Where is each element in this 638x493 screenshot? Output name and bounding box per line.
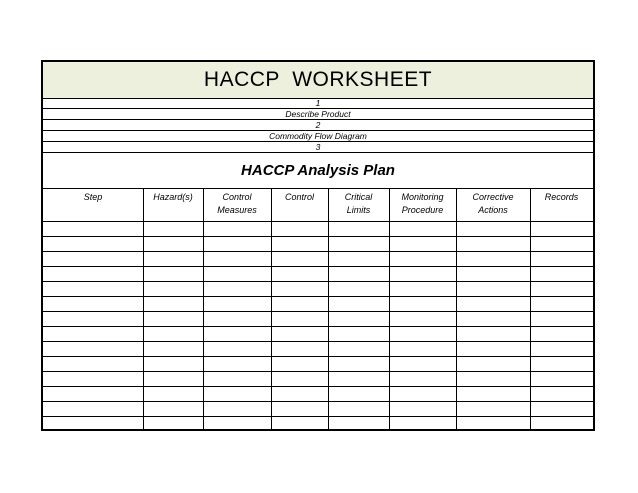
column-divider: [530, 189, 531, 431]
column-header-critical-limits: Critical Limits: [344, 192, 373, 215]
column-header-hazards: Hazard(s): [153, 192, 193, 202]
table-row-divider: [43, 356, 593, 357]
column-header-monitoring-procedure: Monitoring Procedure: [401, 192, 444, 215]
table-row-divider: [43, 311, 593, 312]
describe-product-label: Describe Product: [43, 109, 593, 120]
section-number-3: 3: [43, 142, 593, 153]
column-divider: [143, 189, 144, 431]
table-row-divider: [43, 326, 593, 327]
column-header-control: Control: [284, 192, 314, 202]
column-header-records: Records: [544, 192, 579, 202]
analysis-plan-title: [43, 153, 593, 189]
section-number-1: 1: [43, 98, 593, 109]
column-header-step: Step: [83, 192, 103, 202]
table-row-divider: [43, 236, 593, 237]
worksheet-title: HACCP WORKSHEET: [203, 68, 433, 91]
hazard-analysis-table: [43, 189, 593, 431]
table-row-divider: [43, 251, 593, 252]
column-divider: [271, 189, 272, 431]
table-row-divider: [43, 281, 593, 282]
column-divider: [203, 189, 204, 431]
worksheet-title-band: [43, 62, 593, 99]
commodity-flow-diagram-label: Commodity Flow Diagram: [43, 131, 593, 142]
table-row-divider: [43, 266, 593, 267]
column-header-corrective-actions: Corrective Actions: [472, 192, 514, 215]
table-row-divider: [43, 371, 593, 372]
table-row-divider: [43, 296, 593, 297]
table-row-divider: [43, 416, 593, 417]
table-row-divider: [43, 221, 593, 222]
section-number-2: 2: [43, 120, 593, 131]
column-divider: [389, 189, 390, 431]
table-row-divider: [43, 386, 593, 387]
analysis-plan-title-text: HACCP Analysis Plan: [241, 162, 395, 179]
column-divider: [456, 189, 457, 431]
haccp-worksheet: [41, 60, 595, 431]
column-header-control-measures: Control Measures: [217, 192, 257, 215]
column-divider: [328, 189, 329, 431]
table-row-divider: [43, 401, 593, 402]
table-row-divider: [43, 341, 593, 342]
